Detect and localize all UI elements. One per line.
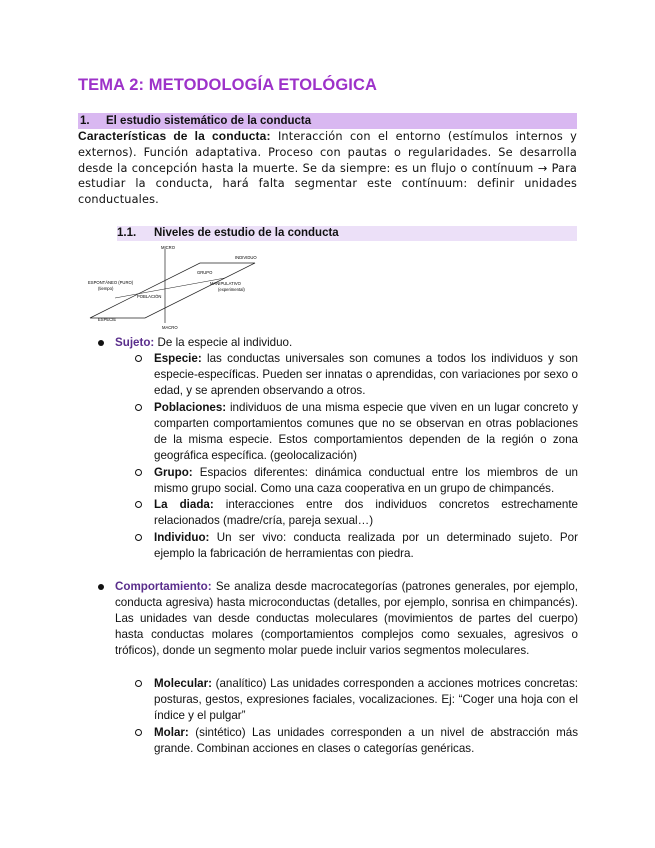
list-item-sujeto bbox=[98, 335, 578, 351]
intro-paragraph bbox=[78, 129, 577, 208]
list-item-poblaciones bbox=[135, 400, 578, 464]
list-item-diada bbox=[135, 497, 578, 529]
section-heading bbox=[78, 113, 577, 129]
circle-bullet-icon bbox=[135, 501, 142, 508]
list-item-individuo bbox=[135, 530, 578, 562]
item-term: Individuo: bbox=[154, 531, 210, 544]
circle-bullet-icon bbox=[135, 355, 142, 362]
levels-diagram bbox=[85, 243, 265, 333]
diagram-label-espontaneo-sub: (tiempo) bbox=[98, 286, 114, 291]
item-term: Poblaciones: bbox=[154, 401, 227, 414]
intro-text: Interacción con el entorno (estímulos internos y externos). Función adaptativa. Proceso con pautas o regularidades. Se desarrolla desde la concepción hasta la muerte. Se da siempre: es un flujo o contínuum → Para estudiar la conducta, hará falta segmentar este contínuum: definir unidades conductuales. bbox=[78, 130, 577, 207]
item-term: Molar: bbox=[154, 726, 189, 739]
item-text: (sintético) Las unidades corresponden a un nivel de abstracción más grande. Combinan acciones en clases o categorías genéricas. bbox=[154, 726, 578, 755]
comportamiento-text: Se analiza desde macrocategorías (patrones generales, por ejemplo, conducta agresiva) hasta microconductas (detalles, por ejemplo, sonrisa en chimpancés). Las unidades van desde conductas moleculares (movimientos de partes del cuerpo) hasta conductas molares (comportamientos complejos como sexuales, agresivos o tróficos), donde un segmento molar puede incluir varios segmentos moleculares. bbox=[115, 580, 578, 657]
item-text: interacciones entre dos individuos concretos estrechamente relacionados (madre/cría, pareja sexual…) bbox=[154, 498, 578, 527]
sujeto-text: De la especie al individuo. bbox=[157, 336, 293, 349]
circle-bullet-icon bbox=[135, 469, 142, 476]
item-term: Grupo: bbox=[154, 466, 193, 479]
circle-bullet-icon bbox=[135, 680, 142, 687]
subsection-heading bbox=[117, 226, 577, 241]
diagram-label-manipulativo-sub: (experimental) bbox=[218, 287, 245, 292]
subsection-title: Niveles de estudio de la conducta bbox=[154, 227, 339, 239]
diagram-label-manipulativo: MANIPULATIVO bbox=[210, 281, 241, 286]
section-title: El estudio sistemático de la conducta bbox=[106, 115, 312, 127]
diagram-label-especie: ESPECIE bbox=[98, 317, 117, 322]
diagram-label-top: MICRO bbox=[161, 245, 175, 250]
list-item-comportamiento bbox=[98, 579, 578, 659]
diagram-label-individuo: INDIVIDUO bbox=[235, 255, 257, 260]
subsection-number: 1.1. bbox=[117, 227, 137, 239]
circle-bullet-icon bbox=[135, 729, 142, 736]
item-text: Espacios diferentes: dinámica conductual entre los miembros de un mismo grupo social. Como una caza cooperativa en un grupo de chimpancés. bbox=[154, 466, 578, 495]
diagram-label-bottom: MACRO bbox=[162, 325, 178, 330]
list-item-molar bbox=[135, 725, 578, 757]
diagram-label-poblacion: POBLACIÓN bbox=[137, 294, 162, 299]
intro-term: Características de la conducta: bbox=[78, 129, 271, 143]
circle-bullet-icon bbox=[135, 534, 142, 541]
item-term: Especie: bbox=[154, 352, 202, 365]
circle-bullet-icon bbox=[135, 404, 142, 411]
item-term: Molecular: bbox=[154, 677, 212, 690]
item-text: individuos de una misma especie que viven en un lugar concreto y comparten comportamientos comunes que no se observan en otras poblaciones de la misma especie. Estos comportamientos dependen de la región o zona geográfica específica. (geolocalización) bbox=[154, 401, 578, 462]
diagram-label-espontaneo: ESPONTÁNEO (PURO) bbox=[88, 280, 134, 285]
item-term: La diada: bbox=[154, 498, 214, 511]
item-text: las conductas universales son comunes a todos los individuos y son especie-específicas. Pueden ser innatas o aprendidas, con variaciones por sexo o edad, y se aprenden observando a otros. bbox=[154, 352, 578, 397]
page-title: TEMA 2: METODOLOGÍA ETOLÓGICA bbox=[78, 76, 377, 94]
section-number: 1. bbox=[80, 115, 90, 127]
list-item-grupo bbox=[135, 465, 578, 497]
diagram-label-grupo: GRUPO bbox=[197, 270, 213, 275]
comportamiento-term: Comportamiento: bbox=[115, 580, 212, 593]
bullet-icon bbox=[98, 340, 104, 346]
sujeto-term: Sujeto: bbox=[115, 336, 155, 349]
item-text: Un ser vivo: conducta realizada por un determinado sujeto. Por ejemplo la fabricación de herramientas con piedra. bbox=[154, 531, 578, 560]
list-item-molecular bbox=[135, 676, 578, 724]
list-item-especie bbox=[135, 351, 578, 399]
item-text: (analítico) Las unidades corresponden a acciones motrices concretas: posturas, gestos, expresiones faciales, vocalizaciones. Ej: “Coger una hoja con el índice y el pulgar” bbox=[154, 677, 578, 722]
bullet-icon bbox=[98, 584, 104, 590]
